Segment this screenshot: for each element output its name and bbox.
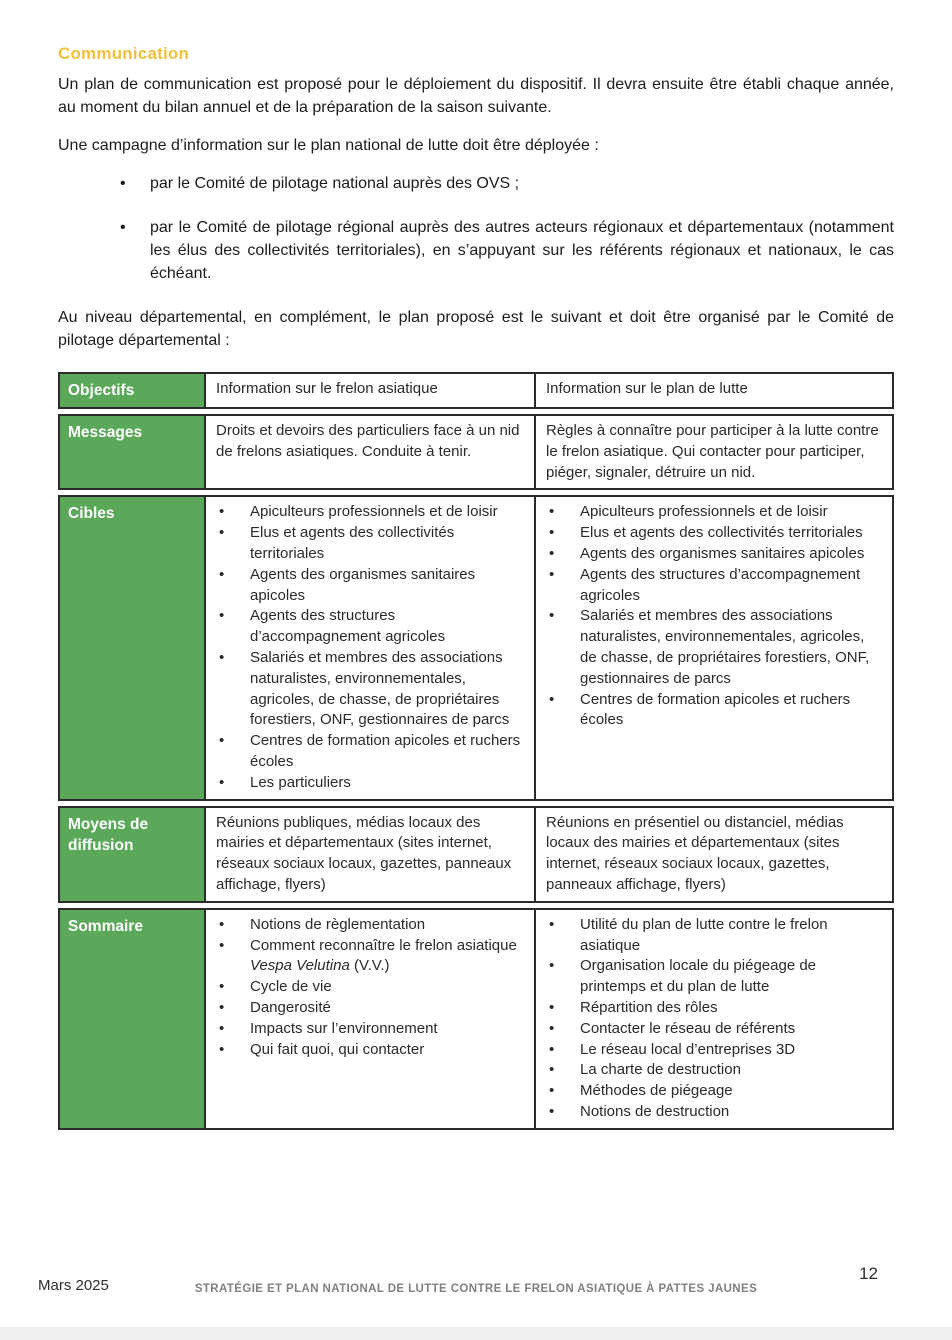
cell-messages-plan — [536, 414, 894, 490]
cell-text: Information sur le frelon asiatique — [216, 380, 438, 397]
list-item: • Apiculteurs professionnels et de loisir — [546, 502, 882, 523]
list-item: • Salariés et membres des associations naturalistes, environnementales, agricoles, de chasse, de propriétaires forestiers, ONF, gestionnaires de parcs — [546, 606, 882, 689]
row-label-messages: Messages — [58, 414, 206, 490]
list-item — [216, 936, 524, 978]
list-item: • Cycle de vie — [216, 977, 524, 998]
list-item: • La charte de destruction — [546, 1060, 882, 1081]
footer-date: Mars 2025 — [38, 1277, 109, 1294]
cell-cibles-frelon — [206, 495, 536, 800]
sommaire-list-plan — [546, 915, 882, 1123]
page-number: 12 — [859, 1264, 878, 1283]
list-item: • Les particuliers — [216, 773, 524, 794]
campaign-bullet-list — [58, 172, 894, 285]
row-label-cibles: Cibles — [58, 495, 206, 800]
cell-sommaire-frelon — [206, 908, 536, 1130]
list-item: • Le réseau local d’entreprises 3D — [546, 1040, 882, 1061]
paragraph-campaign: Une campagne d’information sur le plan national de lutte doit être déployée : — [58, 137, 599, 154]
page-content — [58, 44, 894, 1135]
row-label-moyens: Moyens de diffusion — [58, 806, 206, 903]
section-heading: Communication — [58, 44, 190, 63]
list-item: • Centres de formation apicoles et ruchers écoles — [546, 690, 882, 732]
list-item: • Elus et agents des collectivités territoriales — [546, 523, 882, 544]
item-text-latin-name: Vespa Velutina — [250, 957, 350, 975]
cell-cibles-plan — [536, 495, 894, 800]
item-text-post: (V.V.) — [349, 957, 390, 975]
list-item: • Utilité du plan de lutte contre le frelon asiatique — [546, 915, 882, 957]
list-item: • par le Comité de pilotage régional auprès des autres acteurs régionaux et départementaux (notamment les élus des collectivités territoriales), en s’appuyant sur les référents régionaux et nationaux, le cas échéant. — [58, 216, 894, 285]
cell-objectifs-plan — [536, 372, 894, 409]
cell-text: Réunions publiques, médias locaux des mairies et départementaux (sites internet, réseaux sociaux locaux, gazettes, panneaux affichage, flyers) — [216, 813, 512, 893]
list-item: • Agents des organismes sanitaires apicoles — [216, 565, 524, 607]
sommaire-list-frelon — [216, 915, 524, 1061]
table-row-messages — [58, 414, 894, 490]
list-item: • Dangerosité — [216, 998, 524, 1019]
cell-sommaire-plan — [536, 908, 894, 1130]
list-item: • Organisation locale du piégeage de printemps et du plan de lutte — [546, 956, 882, 998]
list-item: • Elus et agents des collectivités territoriales — [216, 523, 524, 565]
row-label-sommaire: Sommaire — [58, 908, 206, 1130]
cell-moyens-plan — [536, 806, 894, 903]
list-item: • Notions de règlementation — [216, 915, 524, 936]
row-label-objectifs: Objectifs — [58, 372, 206, 409]
table-row-objectifs — [58, 372, 894, 409]
paragraph-intro: Un plan de communication est proposé pour le déploiement du dispositif. Il devra ensuite être établi chaque année, au moment du bilan annuel et de la préparation de la saison suivante. — [58, 76, 894, 116]
page-bottom-strip — [0, 1327, 952, 1340]
cell-objectifs-frelon — [206, 372, 536, 409]
cell-text: Droits et devoirs des particuliers face à un nid de frelons asiatiques. Conduite à tenir. — [216, 422, 520, 460]
list-item: • Salariés et membres des associations naturalistes, environnementales, agricoles, de chasse, de propriétaires forestiers, ONF, gestionnaires de parcs — [216, 648, 524, 731]
table-row-cibles — [58, 495, 894, 800]
cell-moyens-frelon — [206, 806, 536, 903]
table-row-sommaire — [58, 908, 894, 1130]
list-item: • Impacts sur l’environnement — [216, 1019, 524, 1040]
list-item: • Contacter le réseau de référents — [546, 1019, 882, 1040]
cell-text: Règles à connaître pour participer à la lutte contre le frelon asiatique. Qui contacter pour participer, piéger, signaler, détruire un nid. — [546, 422, 879, 481]
list-item: • Agents des organismes sanitaires apicoles — [546, 544, 882, 565]
list-item: • par le Comité de pilotage national auprès des OVS ; — [58, 172, 894, 195]
list-item: • Qui fait quoi, qui contacter — [216, 1040, 524, 1061]
communication-plan-table — [58, 367, 894, 1135]
paragraph-departemental: Au niveau départemental, en complément, le plan proposé est le suivant et doit être organisé par le Comité de pilotage départemental : — [58, 309, 894, 349]
list-item: • Centres de formation apicoles et ruchers écoles — [216, 731, 524, 773]
table-row-moyens — [58, 806, 894, 903]
list-item: • Apiculteurs professionnels et de loisir — [216, 502, 524, 523]
list-item: • Agents des structures d’accompagnement agricoles — [216, 606, 524, 648]
list-item: • Agents des structures d’accompagnement agricoles — [546, 565, 882, 607]
item-text-pre: Comment reconnaître le frelon asiatique — [250, 936, 517, 954]
cibles-list-frelon — [216, 502, 524, 793]
cell-text: Information sur le plan de lutte — [546, 380, 748, 397]
cell-messages-frelon — [206, 414, 536, 490]
list-item: • Répartition des rôles — [546, 998, 882, 1019]
cell-text: Réunions en présentiel ou distanciel, médias locaux des mairies et départementaux (sites internet, réseaux sociaux locaux, gazettes, panneaux affichage, flyers) — [546, 813, 844, 893]
cibles-list-plan — [546, 502, 882, 731]
list-item: • Notions de destruction — [546, 1102, 882, 1123]
list-item: • Méthodes de piégeage — [546, 1081, 882, 1102]
footer-document-title: STRATÉGIE ET PLAN NATIONAL DE LUTTE CONTRE LE FRELON ASIATIQUE À PATTES JAUNES — [194, 1283, 758, 1295]
